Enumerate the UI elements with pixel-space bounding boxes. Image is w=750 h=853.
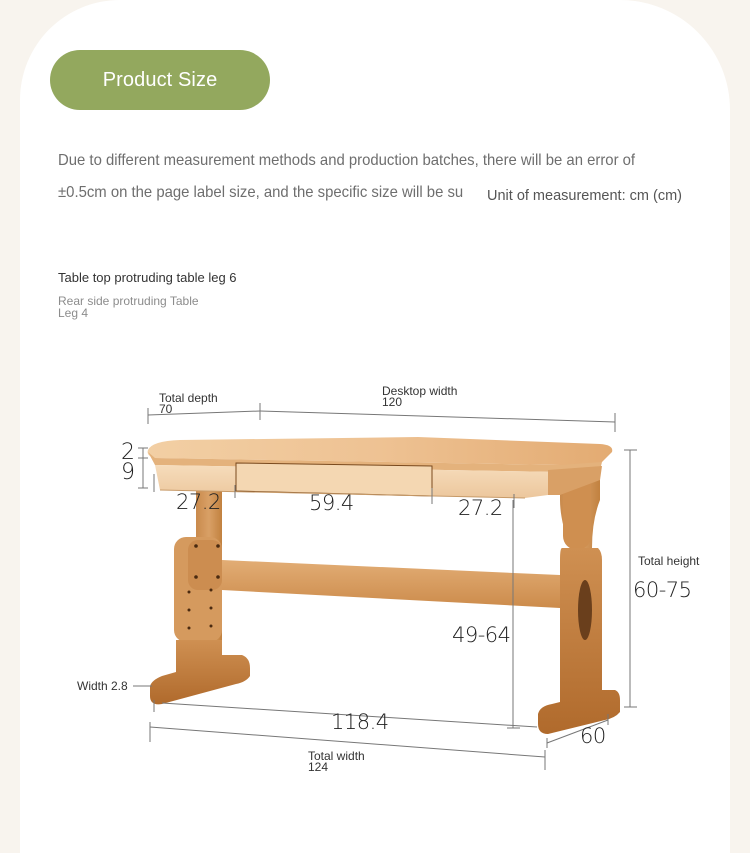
total-height-value: 60-75 xyxy=(633,578,692,602)
desktop-width-label: Desktop width 120 xyxy=(382,384,458,409)
table-top xyxy=(148,437,613,498)
apron-height-value: 9 xyxy=(121,460,135,485)
section-title: Product Size xyxy=(102,68,218,91)
notice-line-2: ±0.5cm on the page label size, and the specific size will be su xyxy=(58,184,464,201)
top-thickness-value: 2 xyxy=(121,440,135,465)
stretcher-bar xyxy=(222,560,560,608)
right-section-value: 27.2 xyxy=(458,496,503,520)
drawer-width-value: 59.4 xyxy=(309,491,354,515)
total-height-label: Total height xyxy=(638,554,700,568)
notice-line-1: Due to different measurement methods and production batches, there will be an error of xyxy=(58,152,636,169)
leg-clearance-value: 49-64 xyxy=(452,623,511,647)
tabletop-protrusion-note: Table top protruding table leg 6 xyxy=(58,270,237,285)
unit-of-measurement: Unit of measurement: cm (cm) xyxy=(487,188,682,204)
rear-protrusion-note: Rear side protruding Table Leg 4 xyxy=(58,294,199,320)
foot-depth-value: 60 xyxy=(580,724,606,748)
total-width-label: Total width 124 xyxy=(308,749,365,774)
total-depth-label: Total depth 70 xyxy=(159,391,218,416)
left-leg xyxy=(150,488,250,704)
inner-width-value: 118.4 xyxy=(331,710,389,734)
left-section-value: 27.2 xyxy=(176,490,221,514)
foot-width-label: Width 2.8 xyxy=(77,679,128,693)
